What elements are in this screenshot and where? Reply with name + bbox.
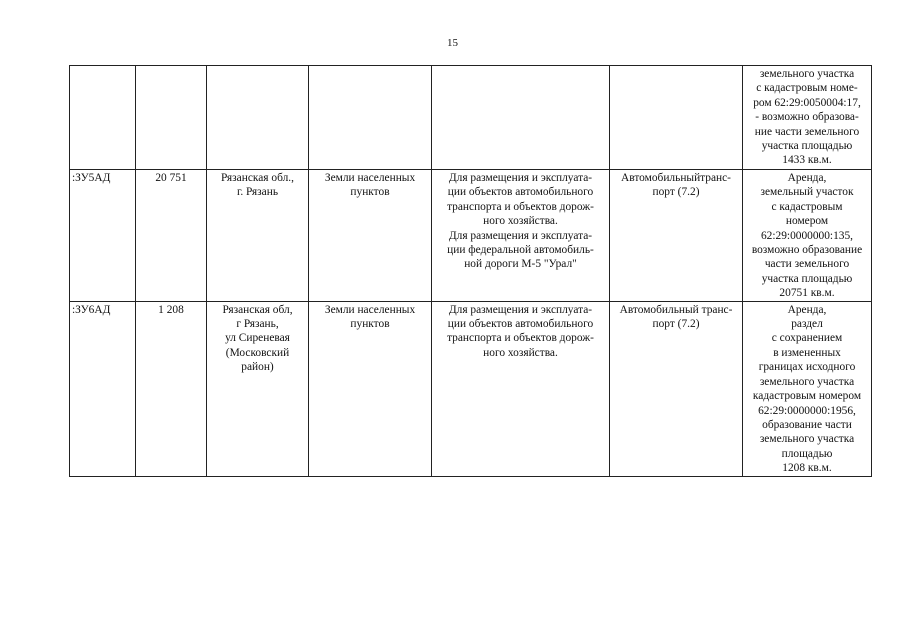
plot-id-cell [70,66,136,170]
plot-area-cell: 20 751 [136,170,207,302]
permitted-use-cell: Для размещения и эксплуата- ции объектов автомобильного транспорта и объектов дорож- ного хозяйства. [432,301,610,476]
plot-address-cell: Рязанская обл, г Рязань, ул Сиреневая (Московский район) [207,301,309,476]
notes-cell: Аренда, раздел с сохранением в измененных границах исходного земельного участка кадастровым номером 62:29:0000000:1956, образование части земельного участка площадью 1208 кв.м. [743,301,872,476]
notes-cell: земельного участка с кадастровым номе- ром 62:29:0050004:17, - возможно образова- ние части земельного участка площадью 1433 кв.м. [743,66,872,170]
land-category-cell: Земли населенных пунктов [309,170,432,302]
notes-cell: Аренда, земельный участок с кадастровым номером 62:29:0000000:135, возможно образование части земельного участка площадью 20751 кв.м. [743,170,872,302]
plot-id-cell: :ЗУ5АД [70,170,136,302]
plot-address-cell: Рязанская обл., г. Рязань [207,170,309,302]
permitted-use-cell: Для размещения и эксплуата- ции объектов автомобильного транспорта и объектов дорож- ного хозяйства. Для размещения и эксплуата- ции федеральной автомобиль- ной дороги М-5 "Урал" [432,170,610,302]
page-number: 15 [447,37,458,49]
plot-area-cell [136,66,207,170]
plot-area-cell: 1 208 [136,301,207,476]
permitted-use-cell [432,66,610,170]
plot-id-cell: :ЗУ6АД [70,301,136,476]
plot-address-cell [207,66,309,170]
land-plots-table [69,65,872,477]
table-row [70,170,872,302]
use-code-cell: Автомобильный транс- порт (7.2) [610,301,743,476]
land-category-cell [309,66,432,170]
land-category-cell: Земли населенных пунктов [309,301,432,476]
use-code-cell [610,66,743,170]
table-row [70,66,872,170]
use-code-cell: Автомобильныйтранс- порт (7.2) [610,170,743,302]
table-row [70,301,872,476]
